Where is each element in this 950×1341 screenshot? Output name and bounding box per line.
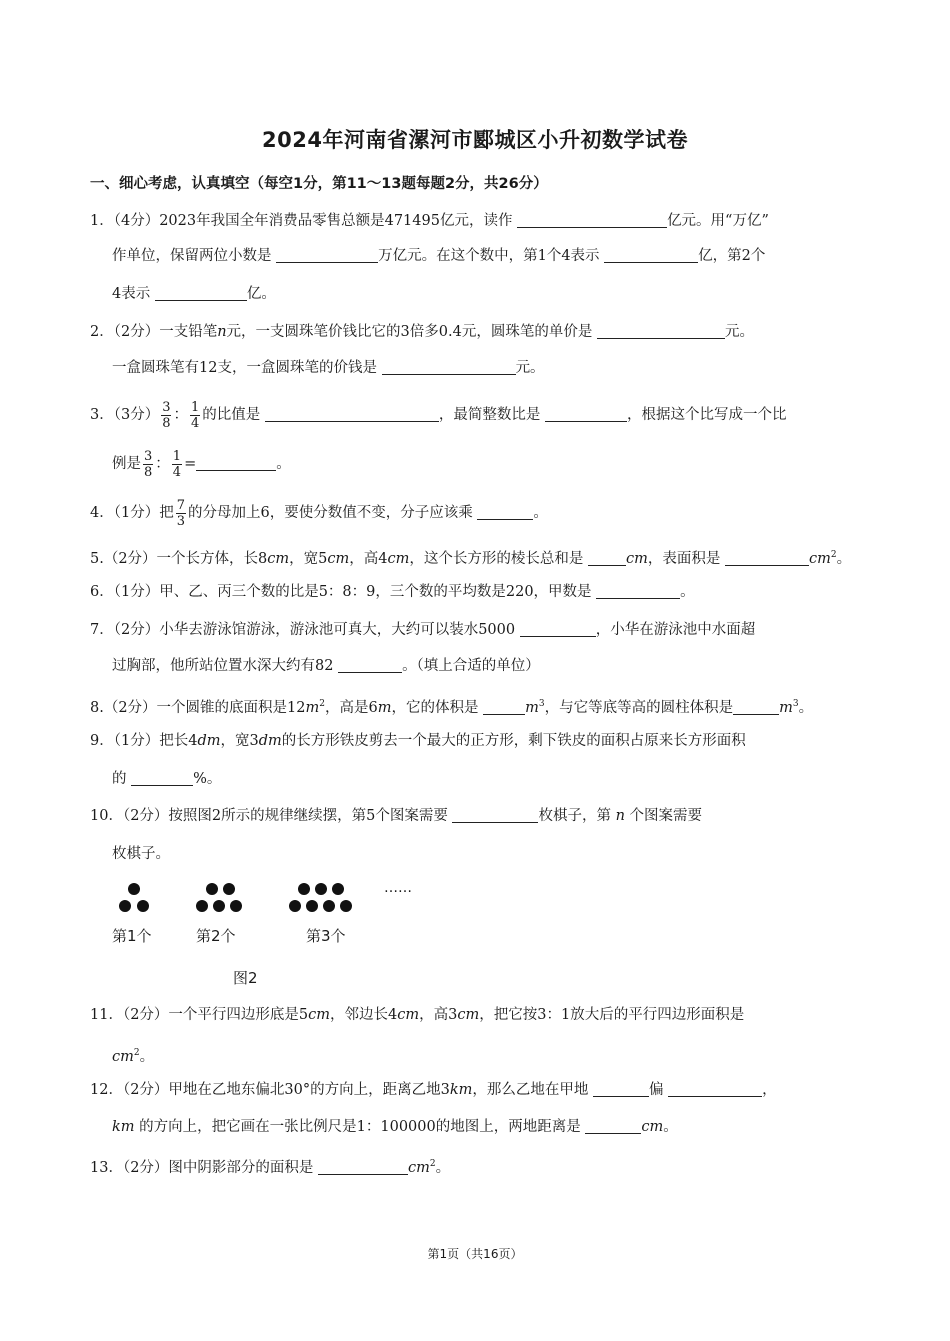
answer-blank[interactable] bbox=[733, 698, 779, 715]
question-3-line-2: 例是 $\frac{3}{8}$ ： $\frac{1}{4}$ = 。 bbox=[112, 448, 291, 480]
answer-blank[interactable] bbox=[585, 1117, 641, 1134]
chess-piece bbox=[315, 883, 327, 895]
answer-blank[interactable] bbox=[382, 358, 516, 375]
answer-blank[interactable] bbox=[196, 454, 276, 471]
answer-blank[interactable] bbox=[155, 284, 247, 301]
answer-blank[interactable] bbox=[483, 698, 525, 715]
answer-blank[interactable] bbox=[452, 806, 538, 823]
answer-blank[interactable] bbox=[520, 620, 596, 637]
chess-piece bbox=[128, 883, 140, 895]
question-2-line-1: 2．（2分）一支铅笔n元，一支圆珠笔价钱比它的3倍多0.4元，圆珠笔的单价是 元。 bbox=[90, 324, 754, 340]
question-11-line-1: 11．（2分）一个平行四边形底是5cm，邻边长4cm，高3cm，把它按3：1放大后的平行四边形面积是 bbox=[90, 1007, 745, 1023]
question-3-line-1: 3．（3分） $\frac{3}{8}$ ： $\frac{1}{4}$ 的比值是 ，最简整数比是 ，根据这个比写成一个比 bbox=[90, 399, 787, 431]
question-2-line-2: 一盒圆珠笔有12支，一盒圆珠笔的价钱是 元。 bbox=[112, 360, 545, 376]
question-7-line-1: 7．（2分）小华去游泳馆游泳，游泳池可真大，大约可以装水5000 ，小华在游泳池中水面超 bbox=[90, 622, 756, 638]
answer-blank[interactable] bbox=[597, 322, 725, 339]
question-13: 13．（2分）图中阴影部分的面积是 $cm^2$。 bbox=[90, 1159, 451, 1176]
answer-blank[interactable] bbox=[318, 1158, 408, 1175]
chess-piece bbox=[298, 883, 310, 895]
answer-blank[interactable] bbox=[265, 405, 439, 422]
page-footer: 第1页（共16页） bbox=[427, 1247, 523, 1261]
fraction: $\frac{3}{8}$ bbox=[144, 448, 153, 480]
question-5: 5.（2分）一个长方体，长8cm，宽5cm，高4cm，这个长方形的棱长总和是 cm，表面积是 $cm^2$。 bbox=[90, 550, 852, 567]
question-4: 4．（1分）把 $\frac{7}{3}$ 的分母加上6，要使分数值不变，分子应该乘 。 bbox=[90, 497, 548, 529]
question-12-line-2: km 的方向上，把它画在一张比例尺是1：100000的地图上，两地距离是 cm。 bbox=[112, 1119, 678, 1135]
answer-blank[interactable] bbox=[604, 246, 698, 263]
ellipsis: …… bbox=[384, 880, 412, 896]
question-11-line-2: $cm^2$。 bbox=[112, 1048, 155, 1065]
question-1-line-2: 作单位，保留两位小数是 万亿元。在这个数中，第1个4表示 亿，第2个 bbox=[112, 248, 766, 264]
chess-piece bbox=[119, 900, 131, 912]
fraction: $\frac{3}{8}$ bbox=[162, 399, 171, 431]
answer-blank[interactable] bbox=[668, 1080, 762, 1097]
answer-blank[interactable] bbox=[588, 549, 626, 566]
chess-piece bbox=[213, 900, 225, 912]
pattern-label-2: 第2个 bbox=[196, 927, 236, 945]
question-10-line-1: 10．（2分）按照图2所示的规律继续摆，第5个图案需要 枚棋子，第 n 个图案需要 bbox=[90, 808, 703, 824]
pattern-label-1: 第1个 bbox=[112, 927, 152, 945]
answer-blank[interactable] bbox=[545, 405, 627, 422]
answer-blank[interactable] bbox=[725, 549, 809, 566]
answer-blank[interactable] bbox=[517, 211, 667, 228]
chess-piece bbox=[196, 900, 208, 912]
chess-piece bbox=[137, 900, 149, 912]
question-8: 8.（2分）一个圆锥的底面积是$12m^2$，高是6m，它的体积是 $m^3$，与它等底等高的圆柱体积是 $m^3$。 bbox=[90, 699, 814, 716]
question-12-line-1: 12．（2分）甲地在乙地东偏北30°的方向上，距离乙地3km，那么乙地在甲地 偏 ， bbox=[90, 1082, 777, 1098]
answer-blank[interactable] bbox=[596, 582, 680, 599]
question-9-line-2: 的 %。 bbox=[112, 771, 222, 787]
answer-blank[interactable] bbox=[593, 1080, 649, 1097]
fraction: $\frac{1}{4}$ bbox=[190, 399, 200, 431]
pattern-label-3: 第3个 bbox=[306, 927, 346, 945]
question-7-line-2: 过胸部，他所站位置水深大约有82 。（填上合适的单位） bbox=[112, 658, 540, 674]
section-heading: 一、细心考虑，认真填空（每空1分，第11～13题每题2分，共26分） bbox=[90, 176, 548, 192]
question-1-line-3: 4表示 亿。 bbox=[112, 286, 276, 302]
question-1-line-1: 1．（4分）2023年我国全年消费品零售总额是471495亿元，读作 亿元。用“万亿” bbox=[90, 213, 769, 229]
fraction: $\frac{7}{3}$ bbox=[176, 497, 185, 529]
fraction: $\frac{1}{4}$ bbox=[172, 448, 182, 480]
question-9-line-1: 9．（1分）把长4dm，宽3dm的长方形铁皮剪去一个最大的正方形，剩下铁皮的面积占原来长方形面积 bbox=[90, 733, 746, 749]
chess-piece bbox=[223, 883, 235, 895]
figure-caption: 图2 bbox=[233, 969, 258, 987]
chess-piece bbox=[206, 883, 218, 895]
answer-blank[interactable] bbox=[131, 769, 193, 786]
chess-piece bbox=[340, 900, 352, 912]
page-title: 2024年河南省漯河市郾城区小升初数学试卷 bbox=[262, 128, 688, 152]
chess-piece bbox=[332, 883, 344, 895]
chess-piece bbox=[230, 900, 242, 912]
chess-piece bbox=[306, 900, 318, 912]
answer-blank[interactable] bbox=[477, 503, 533, 520]
chess-piece bbox=[289, 900, 301, 912]
answer-blank[interactable] bbox=[338, 656, 402, 673]
question-10-line-2: 枚棋子。 bbox=[112, 846, 170, 862]
answer-blank[interactable] bbox=[276, 246, 378, 263]
question-6: 6．（1分）甲、乙、丙三个数的比是5：8：9，三个数的平均数是220，甲数是 。 bbox=[90, 584, 695, 600]
chess-piece bbox=[323, 900, 335, 912]
